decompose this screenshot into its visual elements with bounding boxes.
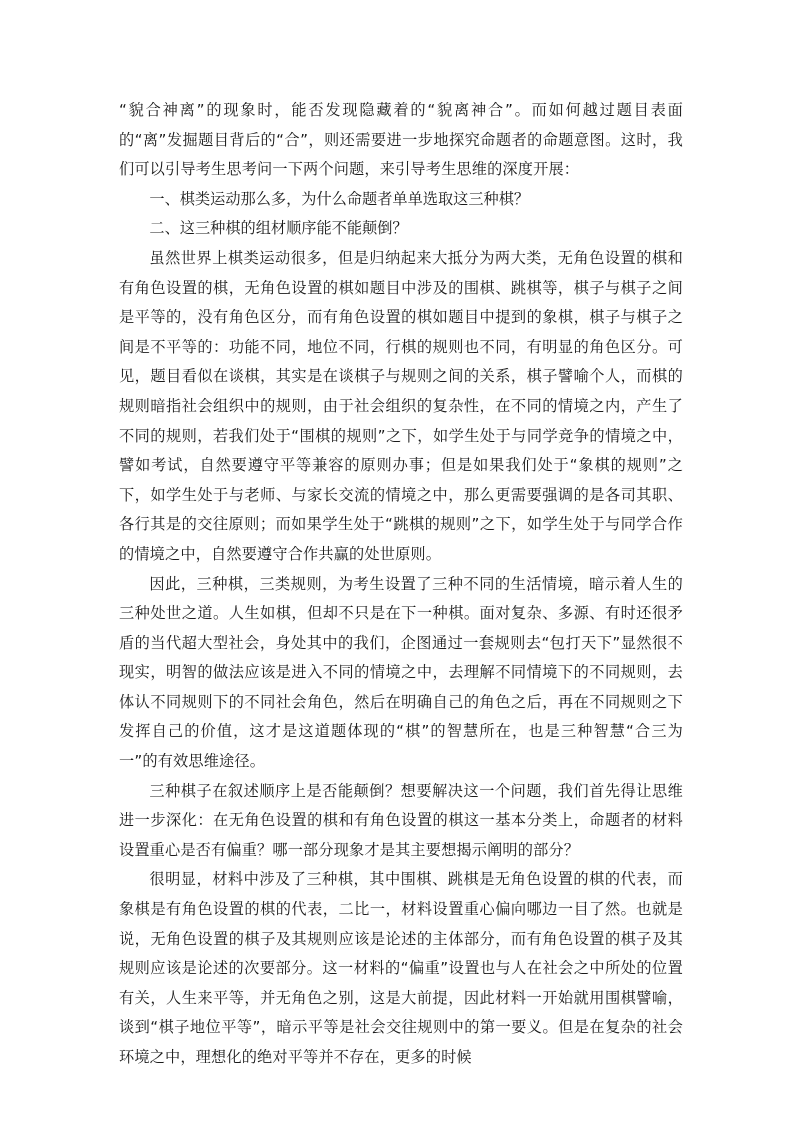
paragraph-three-rules: 因此，三种棋，三类规则，为考生设置了三种不同的生活情境，暗示着人生的三种处世之道。人生如棋，但却不只是在下一种棋。面对复杂、多源、有时还很矛盾的当代超大型社会，身处其中的我们，企图通过一套规则去“包打天下”显然很不现实，明智的做法应该是进入不同的情境之中，去理解不同情境下的不同规则，去体认不同规则下的不同社会角色，然后在明确自己的角色之后，再在不同规则之下发挥自己的价值，这才是这道题体现的“棋”的智慧所在，也是三种智慧“合三为一”的有效思维途径。 [119, 574, 683, 771]
paragraph-intro: “貌合神离”的现象时，能否发现隐藏着的“貌离神合”。而如何越过题目表面的“离”发掘题目背后的“合”，则还需要进一步地探究命题者的命题意图。这时，我们可以引导考生思考问一下两个问题，来引导考生思维的深度开展： [119, 101, 683, 179]
document-page [119, 96, 683, 1073]
paragraph-chess-types: 虽然世界上棋类运动很多，但是归纳起来大抵分为两大类，无角色设置的棋和有角色设置的棋，无角色设置的棋如题目中涉及的围棋、跳棋等，棋子与棋子之间是平等的，没有角色区分，而有角色设置的棋如题目中提到的象棋，棋子与棋子之间是不平等的：功能不同，地位不同，行棋的规则也不同，有明显的角色区分。可见，题目看似在谈棋，其实是在谈棋子与规则之间的关系，棋子譬喻个人，而棋的规则暗指社会组织中的规则，由于社会组织的复杂性，在不同的情境之内，产生了不同的规则，若我们处于“围棋的规则”之下，如学生处于与同学竞争的情境之中，譬如考试，自然要遵守平等兼容的原则办事；但是如果我们处于“象棋的规则”之下，如学生处于与老师、与家长交流的情境之中，那么更需要强调的是各司其职、各行其是的交往原则；而如果学生处于“跳棋的规则”之下，如学生处于与同学合作的情境之中，自然要遵守合作共赢的处世原则。 [119, 248, 683, 563]
paragraph-emphasis: 很明显，材料中涉及了三种棋，其中围棋、跳棋是无角色设置的棋的代表，而象棋是有角色设置的棋的代表，二比一，材料设置重心偏向哪边一目了然。也就是说，无角色设置的棋子及其规则应该是论述的主体部分，而有角色设置的棋子及其规则应该是论述的次要部分。这一材料的“偏重”设置也与人在社会之中所处的位置有关，人生来平等，并无角色之别，这是大前提，因此材料一开始就用围棋譬喻，谈到“棋子地位平等”，暗示平等是社会交往规则中的第一要义。但是在复杂的社会环境之中，理想化的绝对平等并不存在，更多的时候 [119, 870, 683, 1066]
question-one: 一、棋类运动那么多，为什么命题者单单选取这三种棋？ [149, 189, 530, 208]
question-two: 二、这三种棋的组材顺序能不能颠倒？ [149, 219, 408, 238]
paragraph-order-question: 三种棋子在叙述顺序上是否能颠倒？想要解决这一个问题，我们首先得让思维进一步深化：在无角色设置的棋和有角色设置的棋这一基本分类上，命题者的材料设置重心是否有偏重？哪一部分现象才是其主要想揭示阐明的部分？ [119, 781, 683, 859]
